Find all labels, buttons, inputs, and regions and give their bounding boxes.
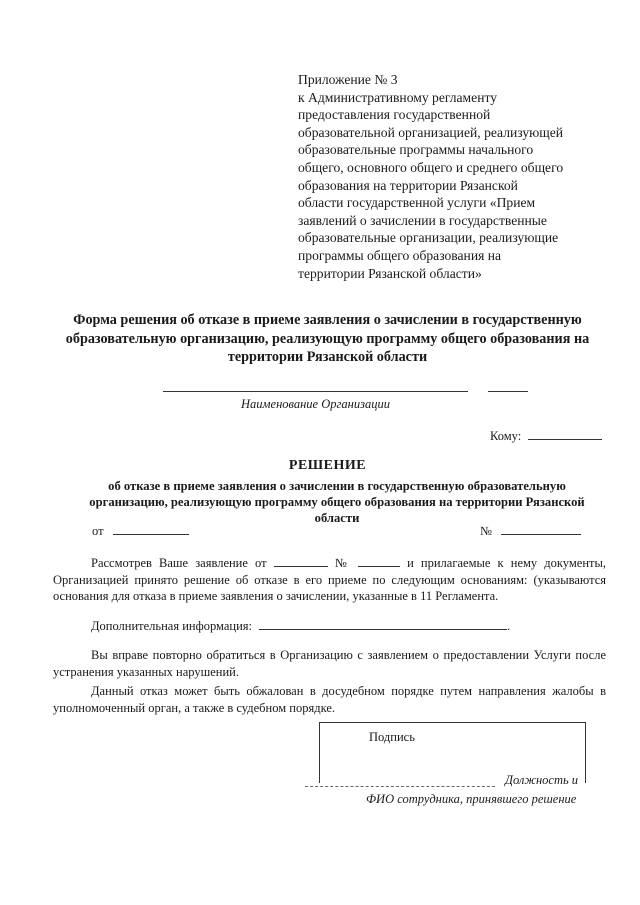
date-field <box>92 524 189 539</box>
organization-caption: Наименование Организации <box>241 397 390 411</box>
application-number-label: № <box>334 556 351 570</box>
application-date-blank[interactable] <box>274 566 328 567</box>
appendix-line: области государственной услуги «Прием <box>298 195 536 211</box>
recipient-blank[interactable] <box>528 439 602 440</box>
position-label: Должность и <box>505 773 579 787</box>
appendix-line: образовательные организации, реализующие <box>298 230 559 246</box>
organization-name-line[interactable] <box>163 391 468 392</box>
number-label: № <box>480 524 492 538</box>
appendix-line: образования на территории Рязанской <box>298 177 518 193</box>
recipient-field <box>490 429 602 444</box>
appendix-line: программы общего образования на <box>298 247 502 263</box>
appendix-line: предоставления государственной <box>298 107 491 123</box>
appendix-line: образовательные программы начального <box>298 142 534 158</box>
appendix-line: заявлений о зачислении в государственные <box>298 212 547 228</box>
appendix-line: общего, основного общего и среднего общего <box>298 159 564 175</box>
decision-title: РЕШЕНИЕ <box>288 458 367 473</box>
appendix-line: территории Рязанской области» <box>298 265 482 281</box>
reasons-text: и прилагаемые к нему документы, Организацией принято решение об отказе в его приеме по следующим основаниям: (указываются основания для отказа в приеме заявления о зачислении, указанные в 11 Регламента. <box>53 556 607 603</box>
decision-subtitle: об отказе в приеме заявления о зачислении в государственную образовательную организацию, реализующую программу общего образования на территории Рязанской области <box>89 479 585 525</box>
reapply-paragraph: Вы вправе повторно обратиться в Организацию с заявлением о предоставлении Услуги после устранения указанных нарушений. <box>53 648 606 679</box>
appendix-line: к Административному регламенту <box>298 89 498 105</box>
number-field <box>480 524 581 539</box>
additional-info-end: . <box>507 619 511 633</box>
employee-name-label: ФИО сотрудника, принявшего решение <box>366 792 577 806</box>
recipient-label: Кому: <box>490 429 522 443</box>
application-number-blank[interactable] <box>358 566 400 567</box>
form-title: Форма решения об отказе в приеме заявления о зачислении в государственную образовательную организацию, реализующую программу общего образования на территории Рязанской области <box>65 312 590 365</box>
organization-name-line-end <box>488 391 528 392</box>
additional-info-paragraph <box>53 618 606 635</box>
appendix-line: образовательной организацией, реализующей <box>298 124 564 140</box>
appeal-paragraph: Данный отказ может быть обжалован в досудебном порядке путем направления жалобы в уполномоченный орган, а также в судебном порядке. <box>53 684 606 715</box>
date-label: от <box>92 524 104 538</box>
additional-info-blank[interactable] <box>259 629 507 630</box>
date-blank[interactable] <box>113 534 189 535</box>
main-paragraph <box>53 555 606 605</box>
appendix-line: Приложение № 3 <box>298 72 398 87</box>
signature-label: Подпись <box>369 730 415 744</box>
signature-line <box>305 786 495 787</box>
appendix-header <box>298 71 618 282</box>
additional-info-label: Дополнительная информация: <box>91 619 252 633</box>
application-date-text: Рассмотрев Ваше заявление от <box>91 556 267 570</box>
number-blank[interactable] <box>501 534 581 535</box>
